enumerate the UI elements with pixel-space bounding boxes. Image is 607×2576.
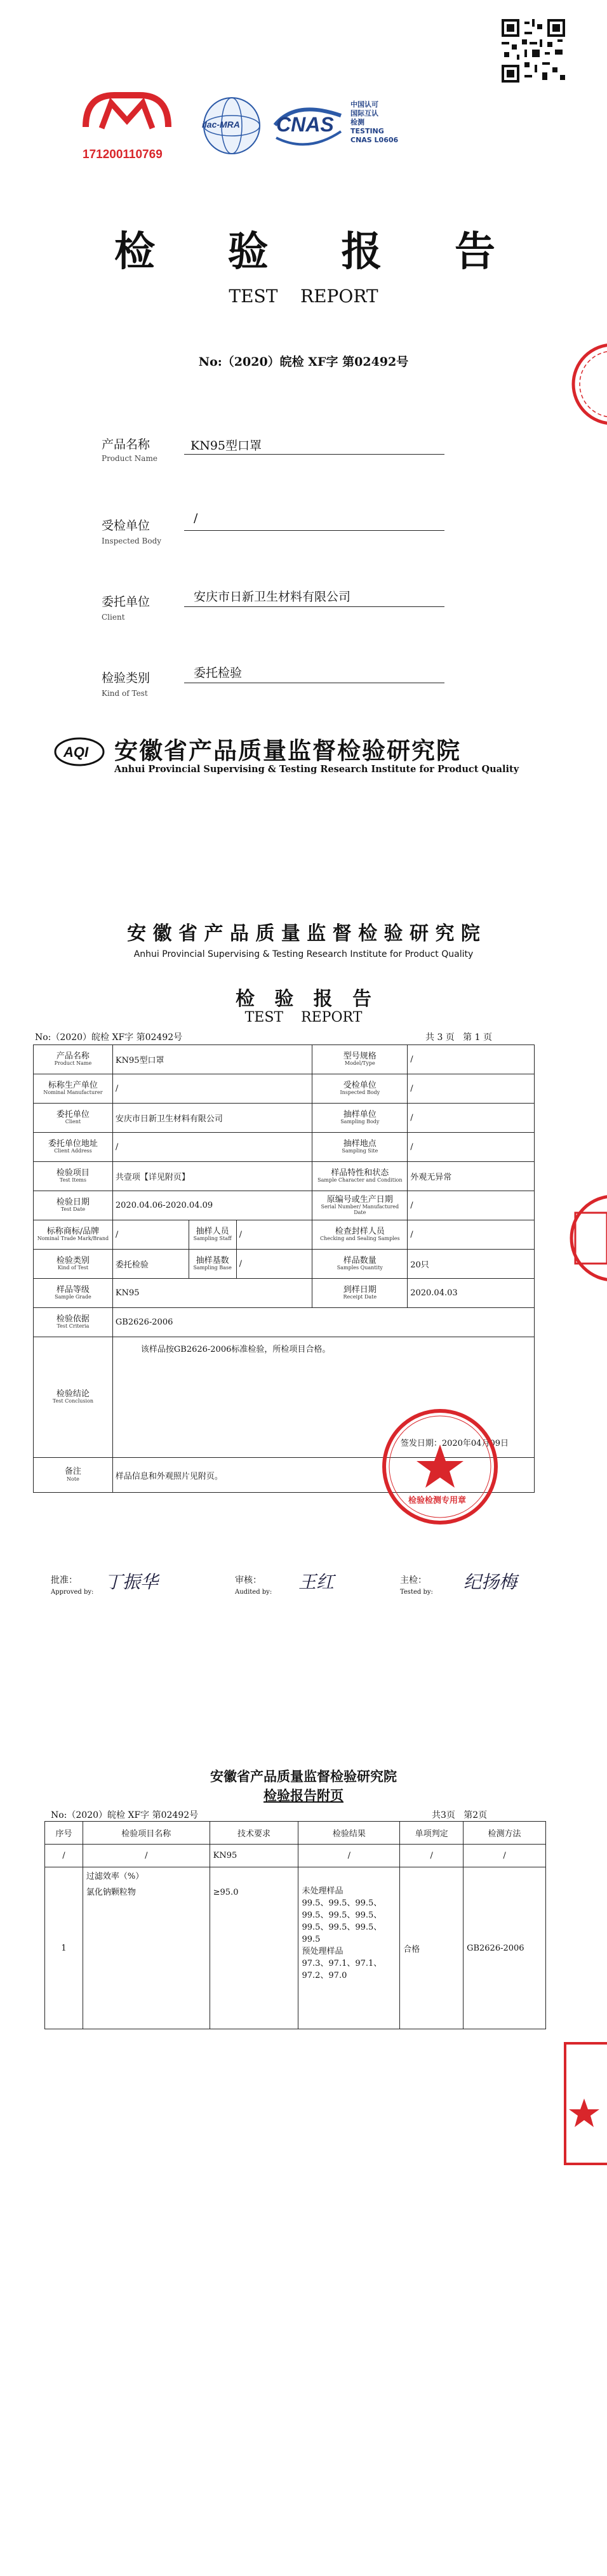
signature-tested: 主检： Tested by: 纪扬梅 <box>400 1572 517 1596</box>
report-institute-en: Anhui Provincial Supervising & Testing Research Institute for Product Quality <box>133 949 474 959</box>
cover-title-cn: 检 验 报 告 <box>114 228 495 276</box>
partial-seal-icon <box>565 343 607 425</box>
qr-code-icon <box>502 19 565 83</box>
cover-field-kind: 检验类别 Kind of Test 委托检验 <box>102 664 444 702</box>
cover-institute-cn: 安徽省产品质量监督检验研究院 <box>114 737 461 764</box>
cover-title-en: TEST REPORT <box>229 286 378 307</box>
attachment-table <box>44 1821 546 2029</box>
table-row: 产品名称 Product Name KN95型口罩 型号规格 Model/Type / <box>34 1045 535 1074</box>
report-title-en: TEST REPORT <box>244 1010 363 1025</box>
cover-field-product: 产品名称 Product Name KN95型口罩 <box>102 435 444 473</box>
table-row: 委托单位地址 Client Address / 抽样地点 Sampling Site / <box>34 1133 535 1162</box>
table-row: / / KN95 / / / <box>45 1845 546 1867</box>
cma-code: 171200110769 <box>83 148 163 161</box>
cma-logo-icon <box>79 89 175 146</box>
attachment-page-info: 共3页 第2页 <box>432 1810 488 1820</box>
cover-institute-en: Anhui Provincial Supervising & Testing Research Institute for Product Quality <box>114 764 519 775</box>
conclusion-text: 该样品按GB2626-2006标准检验，所检项目合格。 <box>140 1345 331 1354</box>
table-row: 检验项目 Test Items 共壹项【详见附页】 样品特性和状态 Sample Character and Condition 外观无异常 <box>34 1162 535 1191</box>
cover-report-no: No:（2020）皖检 XF字 第02492号 <box>198 355 409 369</box>
issue-date: 签发日期：2020年04月09日 <box>400 1439 509 1448</box>
table-row: 检验类别 Kind of Test 委托检验 抽样基数 Sampling Base / 样品数量 Samples Quantity 20只 <box>34 1250 535 1279</box>
attachment-report-no: No:（2020）皖检 XF字 第02492号 <box>51 1810 199 1820</box>
report-institute-cn: 安 徽 省 产 品 质 量 监 督 检 验 研 究 院 <box>127 923 480 945</box>
report-title-cn: 检 验 报 告 <box>236 988 371 1010</box>
report-page-info: 共 3 页 第 1 页 <box>425 1032 492 1043</box>
aqi-logo-text: AQI <box>63 744 89 760</box>
report-no: No:（2020）皖检 XF字 第02492号 <box>35 1032 183 1043</box>
cnas-side-text: 中国认可 国际互认 检测 TESTING CNAS L0606 <box>350 100 399 144</box>
table-row: 标称生产单位 Nominal Manufacturer / 受检单位 Inspected Body / <box>34 1074 535 1104</box>
table-row: 委托单位 Client 安庆市日新卫生材料有限公司 抽样单位 Sampling Body / <box>34 1104 535 1133</box>
signature-audited: 审核： Audited by: 王红 <box>235 1572 335 1596</box>
table-row: 检验日期 Test Date 2020.04.06-2020.04.09 原编号或生产日期 Serial Number/ Manufactured Date / <box>34 1191 535 1220</box>
table-row: 检验结论 Test Conclusion 该样品按GB2626-2006标准检验，所检项目合格。 签发日期：2020年04月09日 <box>34 1337 535 1458</box>
attachment-subtitle: 检验报告附页 <box>263 1787 344 1803</box>
cnas-text: CNAS <box>276 113 334 136</box>
table-row: 标称商标/品牌 Nominal Trade Mark/Brand / 抽样人员 Sampling Staff / 检查封样人员 Checking and Sealing Samples / <box>34 1220 535 1250</box>
seal-text: 检验检测专用章 <box>408 1496 467 1505</box>
table-row: 样品等级 Sample Grade KN95 到样日期 Receipt Date 2020.04.03 <box>34 1279 535 1308</box>
cover-field-client: 委托单位 Client 安庆市日新卫生材料有限公司 <box>102 587 444 625</box>
signature-approved: 批准： Approved by: 丁振华 <box>51 1572 159 1596</box>
table-row: 检验依据 Test Criteria GB2626-2006 <box>34 1308 535 1337</box>
table-row: 1 过滤效率（%） 氯化钠颗粒物 ≥95.0 未处理样品 99.5、99.5、99.5、 99.5、99.5、99.5、 99.5、99.5、99.5、 99.5 预处理样品 97.3、97.1、97.1、 97.2、97.0 合格 GB2626-2006 <box>45 1867 546 2029</box>
attachment-institute-cn: 安徽省产品质量监督检验研究院 <box>210 1768 397 1784</box>
table-header-row: 序号 检验项目名称 技术要求 检验结果 单项判定 检测方法 <box>45 1822 546 1845</box>
official-seal-icon <box>380 1406 500 1527</box>
table-row: 备注 Note 样品信息和外观照片见附页。 <box>34 1458 535 1493</box>
cover-field-inspected: 受检单位 Inspected Body / <box>102 511 444 549</box>
ilac-mra-text: ilac-MRA <box>202 119 240 130</box>
partial-seal-icon <box>559 2038 607 2172</box>
partial-seal-icon <box>563 1194 607 1283</box>
cma-logo-text <box>102 95 103 96</box>
